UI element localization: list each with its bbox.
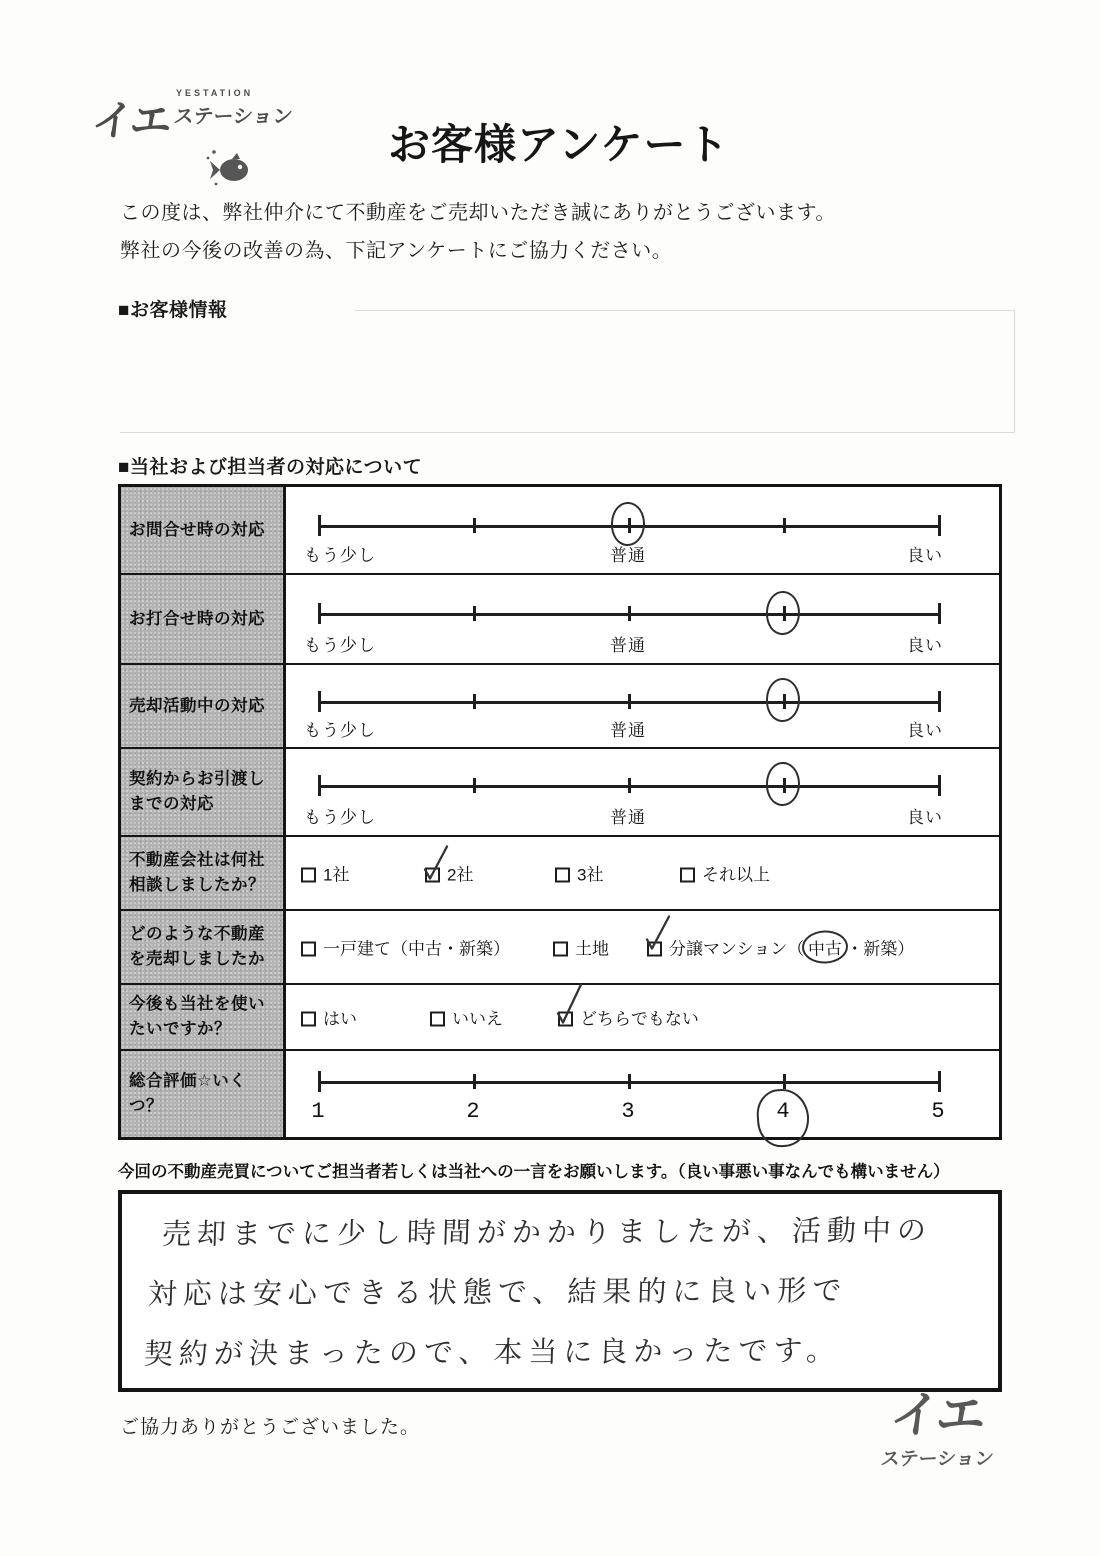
option-1sha: 1社 (301, 861, 349, 886)
logo-kana-main: イエ (887, 1387, 987, 1443)
scale-cell (286, 487, 999, 573)
scale-label-high: 良い (907, 721, 943, 740)
scale-label-mid: 普通 (610, 636, 646, 655)
handwritten-circle-mark (610, 501, 646, 547)
rating-2: 2 (466, 1099, 480, 1124)
checkbox-icon (647, 942, 662, 957)
row-label: 総合評価☆いくつ？ (121, 1051, 286, 1137)
intro-line-1: この度は、弊社仲介にて不動産をご売却いただき誠にありがとうございます。 (120, 202, 836, 224)
rating-3: 3 (621, 1099, 635, 1124)
scale-label-mid: 普通 (610, 808, 646, 827)
comment-box (118, 1190, 1002, 1392)
handwritten-comment-line-3: 契約が決まったので、本当に良かったです。 (143, 1335, 842, 1371)
table-row-sales-activity-response (121, 665, 999, 749)
intro-line-2: 弊社の今後の改善の為、下記アンケートにご協力ください。 (120, 240, 673, 262)
logo-kana-sub: ステーション (879, 1449, 995, 1470)
table-row-inquiry-response (121, 487, 999, 575)
customer-info-heading: ■お客様情報 (118, 300, 228, 321)
scale-label-high: 良い (907, 546, 943, 565)
checkbox-icon (680, 868, 695, 883)
option-detached-house: 一戸建て（中古・新築） (301, 935, 510, 960)
option-yes: はい (301, 1005, 357, 1030)
option-2sha: 2社 (425, 861, 473, 886)
checkbox-icon (301, 1012, 316, 1027)
row-label: 不動産会社は何社相談しましたか？ (121, 837, 286, 909)
handwritten-circle-around-chuko: 中古 (802, 930, 849, 965)
handwritten-circle-mark (765, 590, 801, 636)
scale-label-high: 良い (907, 636, 943, 655)
scale-cell (286, 749, 999, 835)
row-label: お問合せ時の対応 (121, 487, 286, 573)
checkbox-icon (558, 1012, 573, 1027)
checkbox-cell (286, 837, 999, 909)
company-logo-footer (870, 1387, 1004, 1471)
row-label: 今後も当社を使いたいですか？ (121, 985, 286, 1049)
table-row-use-again (121, 985, 999, 1051)
checkbox-cell (286, 985, 999, 1049)
checkbox-cell (286, 911, 999, 983)
table-row-overall-rating (121, 1051, 999, 1137)
redacted-box-bottom-line (120, 432, 1015, 433)
rating-1: 1 (311, 1099, 325, 1124)
checkbox-icon (301, 942, 316, 957)
scale-label-low: もう少し (304, 546, 376, 565)
option-3sha: 3社 (555, 861, 603, 886)
row-label: どのような不動産を売却しましたか (121, 911, 286, 983)
scale-label-mid: 普通 (610, 721, 646, 740)
survey-table (118, 484, 1002, 1140)
checkbox-icon (425, 868, 440, 883)
scale-cell (286, 665, 999, 747)
handwritten-circle-mark (755, 1087, 811, 1148)
page-title: お客様アンケート (388, 121, 730, 168)
handwritten-comment-line-2: 対応は安心できる状態で、結果的に良い形で (147, 1275, 848, 1311)
logo-latin-text: YESTATION (176, 88, 254, 98)
row-label: お打合せ時の対応 (121, 575, 286, 663)
checkbox-icon (553, 942, 568, 957)
table-row-meeting-response (121, 575, 999, 665)
logo-kana-sub: ステーション (172, 106, 294, 128)
response-section-heading: ■当社および担当者の対応について (118, 457, 423, 478)
checkbox-icon (430, 1012, 445, 1027)
row-label: 売却活動中の対応 (121, 665, 286, 747)
logo-kana-main: イエ (89, 97, 173, 144)
option-more: それ以上 (680, 861, 770, 886)
option-neither: どちらでもない (558, 1005, 699, 1030)
scale-label-high: 良い (907, 808, 943, 827)
row-label: 契約からお引渡しまでの対応 (121, 749, 286, 835)
handwritten-comment-line-1: 売却までに少し時間がかかりましたが、活動中の (161, 1214, 933, 1252)
fish-mascot-icon (204, 146, 256, 188)
table-row-contract-to-handover (121, 749, 999, 837)
handwritten-circle-mark (765, 761, 801, 807)
rating-5: 5 (931, 1099, 945, 1124)
option-condominium: 分譲マンション（ 中古 ・新築） (647, 931, 914, 964)
rating-4: 4 (776, 1099, 790, 1124)
comment-prompt: 今回の不動産売買についてご担当者若しくは当社への一言をお願いします。（良い事悪い事なんでも構いません） (118, 1163, 950, 1181)
company-logo (89, 86, 302, 196)
table-row-companies-consulted (121, 837, 999, 911)
checkbox-icon (555, 868, 570, 883)
scale-label-low: もう少し (304, 636, 376, 655)
scale-label-low: もう少し (304, 808, 376, 827)
redacted-box-right-line (1014, 310, 1015, 433)
scale-label-low: もう少し (304, 721, 376, 740)
scale-label-mid: 普通 (610, 546, 646, 565)
checkbox-icon (301, 868, 316, 883)
table-row-property-type (121, 911, 999, 985)
option-no: いいえ (430, 1005, 503, 1030)
option-land: 土地 (553, 935, 609, 960)
redacted-box-top-line (355, 310, 1015, 311)
thanks-text: ご協力ありがとうございました。 (120, 1417, 421, 1438)
rating-cell (286, 1051, 999, 1137)
handwritten-circle-mark (765, 677, 801, 723)
scale-cell (286, 575, 999, 663)
